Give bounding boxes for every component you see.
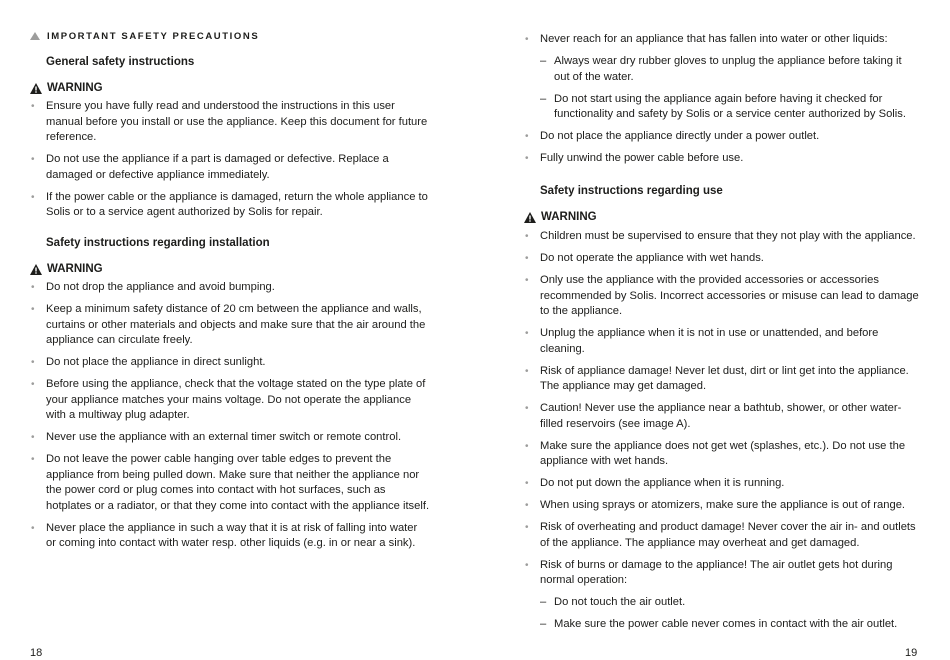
- sub-list-item: – Do not start using the appliance again before having it checked for functionality and safety by Solis or a service center authorized by Solis.: [540, 92, 906, 120]
- general-list: [30, 99, 430, 227]
- warning-icon: [30, 83, 42, 94]
- page-number: 19: [905, 647, 918, 659]
- warning-label: WARNING: [30, 82, 103, 94]
- list-item: • Only use the appliance with the provided accessories or accessories recommended by Solis. Incorrect accessories or misuse can lead to damage to the appliance.: [525, 274, 919, 317]
- top-list: [524, 32, 919, 173]
- list-item: • Caution! Never use the appliance near a bathtub, shower, or other water-filled reservoirs (see image A).: [525, 402, 902, 430]
- list-item: • Do not put down the appliance when it is running.: [525, 477, 785, 489]
- warning-icon: [30, 264, 42, 275]
- list-item: • Ensure you have fully read and understood the instructions in this user manual before you install or use the appliance. Keep this document for future reference.: [31, 100, 428, 143]
- list-item: • When using sprays or atomizers, make sure the appliance is out of range.: [525, 499, 906, 511]
- list-item: • Fully unwind the power cable before use.: [525, 152, 744, 164]
- list-item: • Never use the appliance with an external timer switch or remote control.: [31, 431, 402, 443]
- heading-use: Safety instructions regarding use: [540, 185, 723, 197]
- list-item: • Keep a minimum safety distance of 20 cm between the appliance and walls, curtains or other materials and objects and make sure that the air around the appliance can circulate freely.: [31, 303, 426, 346]
- list-item: • Do not place the appliance in direct sunlight.: [31, 356, 266, 368]
- warning-label: WARNING: [524, 211, 597, 223]
- triangle-icon: [30, 32, 40, 40]
- heading-general: General safety instructions: [46, 56, 195, 68]
- list-item: • Risk of overheating and product damage! Never cover the air in- and outlets of the appliance. The appliance may overheat and get damaged.: [525, 521, 916, 549]
- list-item: • Risk of appliance damage! Never let dust, dirt or lint get into the appliance. The appliance may get damaged.: [525, 364, 909, 392]
- list-item: • Make sure the appliance does not get wet (splashes, etc.). Do not use the appliance with wet hands.: [525, 439, 906, 467]
- list-item: • Do not use the appliance if a part is damaged or defective. Replace a damaged or defective appliance immediately.: [31, 153, 389, 181]
- sub-list-item: – Make sure the power cable never comes in contact with the air outlet.: [540, 618, 898, 630]
- sub-list-item: – Always wear dry rubber gloves to unplug the appliance before taking it out of the water.: [540, 55, 902, 83]
- sub-list-item: – Do not touch the air outlet.: [540, 596, 686, 608]
- sub-list: [540, 54, 919, 123]
- warning-label: WARNING: [30, 263, 103, 275]
- page-number: 18: [30, 647, 43, 659]
- installation-list: [30, 280, 430, 558]
- list-item: • Risk of burns or damage to the appliance! The air outlet gets hot during normal operation: – Do not touch the air outlet. – Make sure the power cable never comes in contact with the air outlet.: [524, 558, 919, 633]
- heading-installation: Safety instructions regarding installation: [46, 237, 270, 249]
- list-item: • Before using the appliance, check that the voltage stated on the type plate of your appliance matches your mains voltage. Do not operate the appliance with a multiway plug adapter.: [31, 378, 426, 421]
- use-list: [524, 229, 919, 639]
- list-item: • Do not leave the power cable hanging over table edges to prevent the appliance from being pulled down. Make sure that neither the appliance nor the power cord or plug comes into contact with hot surfaces, such as hotplates or a radiator, or that they come into contact with the appliance itself.: [31, 453, 430, 512]
- list-item: • Never reach for an appliance that has fallen into water or other liquids: – Always wear dry rubber gloves to unplug the appliance before taking it out of the water. – Do not start using the appliance again before having it checked for functionality and safety by Solis or a service center authorized by Solis.: [524, 32, 919, 123]
- section-title: IMPORTANT SAFETY PRECAUTIONS: [30, 31, 259, 42]
- list-item: • If the power cable or the appliance is damaged, return the whole appliance to Solis or to a service agent authorized by Solis for repair.: [31, 190, 428, 218]
- list-item: • Unplug the appliance when it is not in use or unattended, and before cleaning.: [525, 327, 879, 355]
- list-item: • Children must be supervised to ensure that they not play with the appliance.: [525, 230, 916, 242]
- sub-list: [540, 595, 919, 633]
- list-item: • Do not place the appliance directly under a power outlet.: [525, 130, 820, 142]
- warning-icon: [524, 212, 536, 223]
- list-item: • Never place the appliance in such a way that it is at risk of falling into water or coming into contact with water resp. other liquids (e.g. in or near a sink).: [31, 521, 418, 549]
- list-item: • Do not operate the appliance with wet hands.: [525, 252, 764, 264]
- list-item: • Do not drop the appliance and avoid bumping.: [31, 281, 275, 293]
